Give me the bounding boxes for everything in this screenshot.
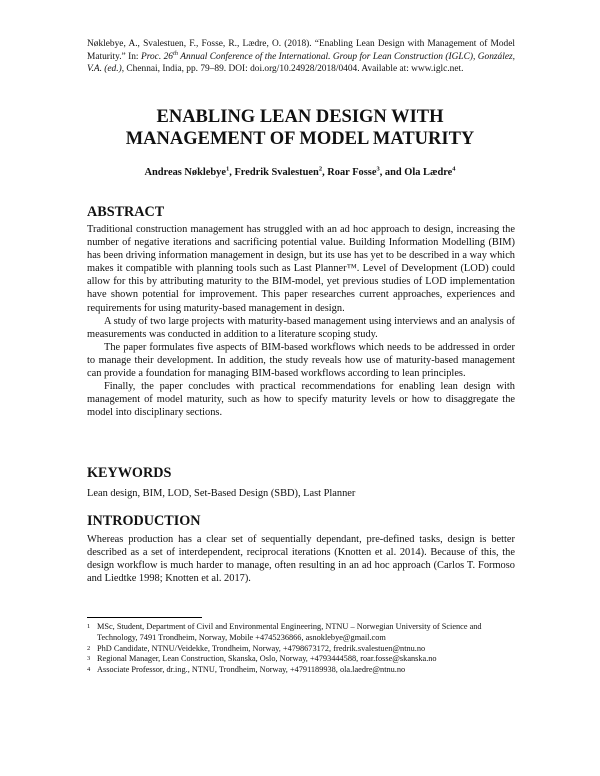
paper-title [60,106,540,150]
footnote: 3 Regional Manager, Lean Construction, Skanska, Oslo, Norway, +4793444588, roar.fosse@skanska.no [87,654,437,664]
abstract-heading: ABSTRACT [87,204,165,220]
abstract-paragraph: The paper formulates five aspects of BIM-based workflows which needs to be addressed in order to manage their development. In addition, the study reveals how use of maturity-based management can provide a foundation for managing BIM-based workflows according to lean principles. [87,341,515,380]
abstract-paragraph: Finally, the paper concludes with practical recommendations for enabling lean design with management of model maturity, such as how to specify maturity levels or how to disaggregate the model into disciplinary sections. [87,381,515,419]
keywords-text: Lean design, BIM, LOD, Set-Based Design (SBD), Last Planner [87,488,356,499]
author: Fredrik Svalestuen$^2$, [234,165,328,178]
footnote-divider [87,617,202,618]
author: Andreas Nøklebye$^1$, [144,165,235,178]
author: Ola Lædre$^4$ [404,165,456,178]
introduction-paragraph: Whereas production has a clear set of sequentially dependant, pre-defined tasks, design is better described as a set of interdependent, reciprocal iterations (Knotten et al. 2014). Because of this, the design workflow is much harder to manage, often resulting in an ad hoc approach (Carlos T. Formoso and Liedtke 1998; Knotten et al. 2017). [87,534,515,585]
author: Roar Fosse$^3$, and [327,165,405,178]
title-line-1: ENABLING LEAN DESIGN WITH [156,107,444,127]
citation-header: Nøklebye, A., Svalestuen, F., Fosse, R., Lædre, O. (2018). “Enabling Lean Design with Management of Model Maturity.” In: Proc. 26th Annual Conference of the International. Group for Lean Construction (IGLC), González, V.A. (ed.), Chennai, India, pp. 79–89. DOI: doi.org/10.24928/2018/0404. Available at: www.iglc.net. [87,39,516,74]
footnote: 2 PhD Candidate, NTNU/Veidekke, Trondheim, Norway, +4798673172, fredrik.svalestuen@ntnu.no [87,643,426,653]
author-list [60,167,540,178]
footnote: 1 MSc, Student, Department of Civil and Environmental Engineering, NTNU – Norwegian University of Science and Technology, 7491 Trondheim, Norway, Mobile +4745236866, asnoklebye@gmail.com [87,622,482,642]
footnotes [87,622,515,676]
abstract-paragraph: A study of two large projects with maturity-based management using interviews and an analysis of measurements was conducted in addition to a literature scoping study. [87,315,515,340]
keywords-heading: KEYWORDS [87,465,172,481]
title-line-2: MANAGEMENT OF MODEL MATURITY [125,129,475,149]
footnote: 4 Associate Professor, dr.ing., NTNU, Trondheim, Norway, +4791189938, ola.laedre@ntnu.no [87,665,406,675]
abstract-paragraph: Traditional construction management has struggled with an ad hoc approach to design, increasing the number of negative iterations and sacrificing potential value. Building Information Modelling (BIM) has been driving information management in design, but its use has yet to be described in a way which makes it compatible with planning tools such as Last Planner™. Level of Development (LOD) could allow for this by attributing maturity to the BIM-model, yet previous studies of LOD implementation have shown potential for improvement. This paper researches current approaches, experiences and requirements for using maturity-based management in design. [87,224,515,314]
abstract-body [87,223,515,419]
introduction-heading: INTRODUCTION [87,513,201,529]
